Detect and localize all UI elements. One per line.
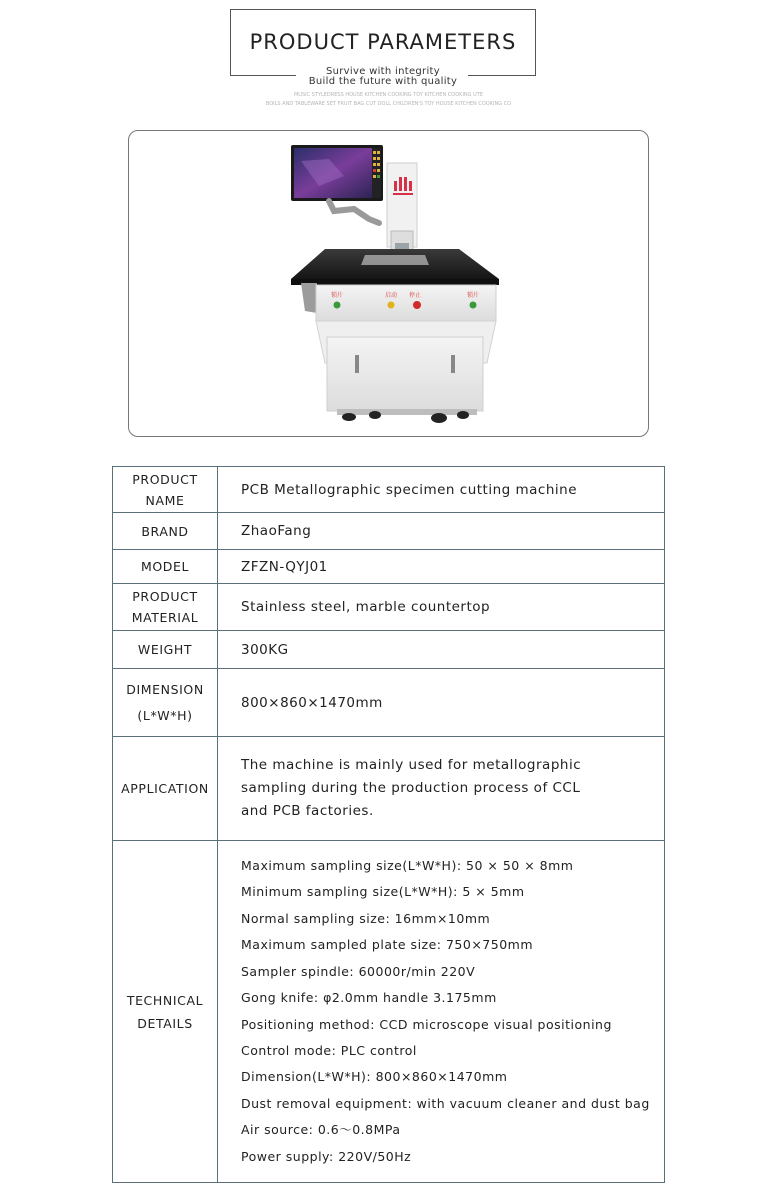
machine-column — [387, 163, 417, 263]
panel-label-stop: 停止 — [409, 292, 422, 299]
table-row — [113, 737, 665, 841]
list-item: Power supply: 220V/50Hz — [241, 1148, 412, 1164]
stop-button-icon — [413, 301, 421, 309]
list-item: Normal sampling size: 16mm×10mm — [241, 910, 491, 926]
list-item: Dust removal equipment: with vacuum cleaner and dust bag — [241, 1095, 650, 1111]
panel-label-left: 锁片 — [331, 292, 344, 299]
spec-value-model: ZFZN-QYJ01 — [218, 550, 665, 584]
monitor — [291, 145, 383, 201]
dust-collector — [301, 283, 317, 313]
table-row — [113, 550, 665, 584]
marble-countertop — [291, 249, 499, 285]
spec-value-technical — [218, 841, 665, 1183]
spec-table — [112, 466, 665, 1183]
spec-value-brand: ZhaoFang — [218, 513, 665, 550]
product-machine-illustration — [129, 131, 649, 437]
slogan-line-2: Build the future with quality — [308, 76, 458, 87]
table-row — [113, 584, 665, 631]
tagline-small-2: BOILS AND TABLEWARE SET FRUIT BAG CUT DOLL CHILDREN'S TOY HOUSE KITCHEN COOKING CO — [265, 101, 512, 107]
list-item: Air source: 0.6～0.8MPa — [241, 1122, 401, 1138]
list-item: Maximum sampled plate size: 750×750mm — [241, 937, 534, 953]
slogan-line-1: Survive with integrity — [325, 66, 440, 77]
table-row — [113, 631, 665, 669]
spec-label-product-name: PRODUCT NAME — [113, 467, 218, 513]
spec-label-weight: WEIGHT — [113, 631, 218, 669]
spec-value-application: The machine is mainly used for metallographic sampling during the production process of CCL and PCB factories. — [218, 737, 665, 841]
panel-label-start: 启动 — [385, 292, 398, 299]
list-item: Sampler spindle: 60000r/min 220V — [241, 963, 476, 979]
spec-value-weight: 300KG — [218, 631, 665, 669]
list-item: Positioning method: CCD microscope visual positioning — [241, 1016, 612, 1032]
spec-value-dimension: 800×860×1470mm — [218, 669, 665, 737]
tagline-small-1: MUSIC STYLEDRESS HOUSE KITCHEN COOKING TOY KITCHEN COOKING UTE — [293, 92, 483, 98]
table-row — [113, 467, 665, 513]
spec-label-application: APPLICATION — [113, 737, 218, 841]
green-button-icon — [334, 302, 341, 309]
spec-label-model: MODEL — [113, 550, 218, 584]
table-row — [113, 841, 665, 1183]
monitor-arm — [329, 201, 379, 223]
list-item: Dimension(L*W*H): 800×860×1470mm — [241, 1069, 508, 1085]
list-item: Control mode: PLC control — [241, 1042, 417, 1058]
technical-details-list — [241, 843, 664, 1180]
spec-label-brand: BRAND — [113, 513, 218, 550]
spec-label-technical: TECHNICAL DETAILS — [113, 841, 218, 1183]
table-row — [113, 669, 665, 737]
product-photo-frame — [128, 130, 649, 437]
spec-label-dimension: DIMENSION (L*W*H) — [113, 669, 218, 737]
panel-label-right: 锁片 — [467, 292, 480, 299]
green-button-icon — [470, 302, 477, 309]
spec-value-product-name: PCB Metallographic specimen cutting machine — [218, 467, 665, 513]
list-item: Minimum sampling size(L*W*H): 5 × 5mm — [241, 884, 525, 900]
page-title: PRODUCT PARAMETERS — [249, 30, 517, 54]
table-row — [113, 513, 665, 550]
machine-cabinet — [316, 285, 496, 415]
list-item: Gong knife: φ2.0mm handle 3.175mm — [241, 990, 497, 1006]
spec-value-material: Stainless steel, marble countertop — [218, 584, 665, 631]
start-button-icon — [388, 302, 395, 309]
spec-label-material: PRODUCT MATERIAL — [113, 584, 218, 631]
list-item: Maximum sampling size(L*W*H): 50 × 50 × 8mm — [241, 858, 574, 874]
